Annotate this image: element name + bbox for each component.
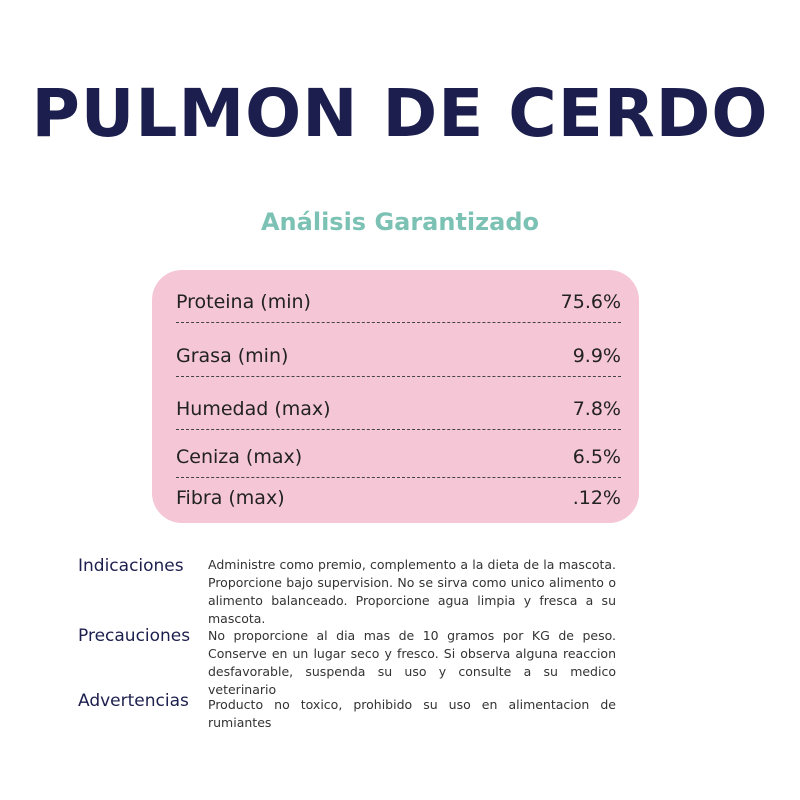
analysis-value: 7.8% (572, 398, 621, 420)
analysis-value: 9.9% (572, 345, 621, 367)
analysis-row-ceniza (176, 437, 621, 478)
analysis-row-grasa (176, 336, 621, 377)
analysis-value: 75.6% (560, 291, 621, 313)
analysis-table (152, 270, 639, 523)
section-label-indicaciones: Indicaciones (78, 556, 184, 576)
section-text-precauciones: No proporcione al dia mas de 10 gramos por KG de peso. Conserve en un lugar seco y fresco. Si observa alguna reaccion desfavorable, suspenda su uso y consulte a su medico veterinario (208, 628, 616, 697)
analysis-row-proteina (176, 282, 621, 323)
section-text-advertencias: Producto no toxico, prohibido su uso en alimentacion de rumiantes (208, 697, 616, 730)
analysis-row-humedad (176, 389, 621, 430)
analysis-label: Humedad (max) (176, 398, 331, 420)
analysis-label: Proteina (min) (176, 291, 311, 313)
analysis-label: Grasa (min) (176, 345, 289, 367)
section-label-advertencias: Advertencias (78, 691, 189, 711)
analysis-value: .12% (572, 487, 621, 509)
analysis-label: Fibra (max) (176, 487, 285, 509)
analysis-label: Ceniza (max) (176, 446, 303, 468)
analysis-subtitle: Análisis Garantizado (260, 208, 539, 236)
analysis-value: 6.5% (572, 446, 621, 468)
section-text-indicaciones: Administre como premio, complemento a la dieta de la mascota. Proporcione bajo supervision. No se sirva como unico alimento o alimento balanceado. Proporcione agua limpia y fresca a su mascota. (208, 557, 616, 626)
section-label-precauciones: Precauciones (78, 626, 191, 646)
page-title: PULMON DE CERDO (31, 75, 769, 152)
analysis-row-fibra (176, 478, 621, 518)
